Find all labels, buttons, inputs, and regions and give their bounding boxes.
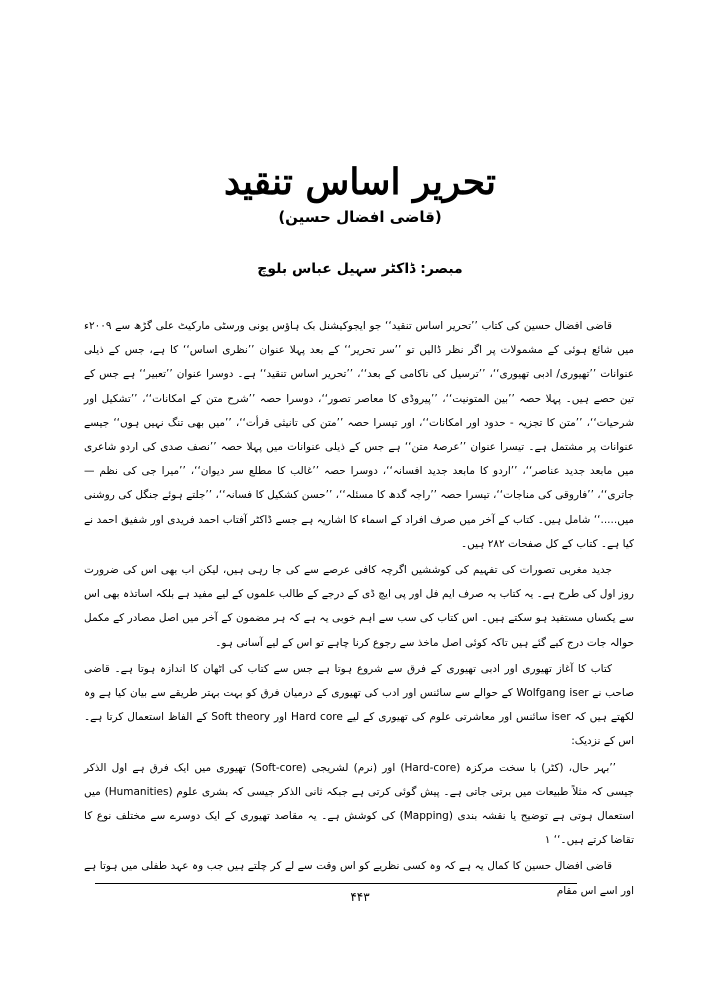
reviewer-line: مبصر: ڈاکٹر سہیل عباس بلوچ (257, 261, 463, 277)
paragraph: جدید مغربی تصورات کی تفہیم کی کوششیں اگرچہ کافی عرصے سے کی جا رہی ہیں، لیکن اب بھی اس کی ضرورت روز اول کی طرح ہے۔ یہ کتاب بہ صرف ایم فل اور پی ایچ ڈی کے درجے کے طالب علموں کے لیے مفید ہے بلکہ اساتذہ بھی اس سے یکساں مستفید ہو سکتے ہیں۔ اس کتاب کی سب سے اہم خوبی یہ ہے کہ ہر مضمون کے آخر میں اصل مصادر کے مکمل حوالہ جات درج کیے گئے ہیں تاکہ کوئی اصل ماخذ سے رجوع کرنا چاہے تو اس کے لیے آسانی ہو۔ (84, 564, 634, 649)
paragraph: قاضی افضال حسین کا کمال یہ ہے کہ وہ کسی نظریے کو اس وقت سے لے کر چلتے ہیں جب وہ عہد طفلی میں ہوتا ہے اور اسے اس مقام (84, 860, 634, 897)
review-body (84, 314, 634, 905)
page-number: ۴۴۳ (350, 890, 370, 904)
book-title: تحریر اساس تنقید (223, 161, 496, 203)
block-quote: ’’بہر حال، (کٹر) با سخت مرکزہ (Hard-core) اور (نرم) لشریجی (Soft-core) تھیوری میں ایک فرق ہے اول الذکر جیسی کہ مثلاً طبیعات میں برتی جاتی ہے۔ پیش گوئی کرتی ہے جبکہ ثانی الذکر جیسی کہ بشری علوم (Humanities) میں استعمال ہوتی ہے توضیح یا نقشہ بندی (Mapping) کی کوشش ہے۔ یہ مقاصد تھیوری کے ایک دوسرے سے مختلف نوع کا تقاضا کرتے ہیں۔‘‘ ۱ (84, 761, 634, 847)
footer-rule (95, 883, 577, 884)
paragraph: کتاب کا آغاز تھیوری اور ادبی تھیوری کے فرق سے شروع ہوتا ہے جس سے کتاب کی اٹھان کا اندازہ ہوتا ہے۔ قاضی صاحب نے Wolfgang iser کے حوالے سے سائنس اور ادب کی تھیوری کے درمیان فرق کو بہت بہتر طریقے سے بیان کیا ہے وہ لکھتے ہیں کہ iser سائنس اور معاشرتی علوم کی تھیوری کے لیے Hard core اور Soft theory کے الفاظ استعمال کرتا ہے۔ اس کے نزدیک: (84, 662, 634, 748)
author-line: (قاضی افضال حسین) (278, 208, 442, 226)
paragraph: قاضی افضال حسین کی کتاب ’’تحریر اساس تنقید‘‘ جو ایجوکیشنل بک ہاؤس یونی ورسٹی مارکیٹ علی گڑھ سے ۲۰۰۹ء میں شائع ہوئی کے مشمولات پر اگر نظر ڈالیں تو ’’سر تحریر‘‘ کے بعد پہلا عنوان ’’نظری اساس‘‘ کا ہے، جس کے ذیلی عنوانات ’’تھیوری/ ادبی تھیوری‘‘، ’’ترسیل کی ناکامی کے بعد‘‘، ’’تحریر اساس تنقید‘‘ ہے۔ دوسرا عنوان ’’تعبیر‘‘ ہے جس کے تین حصے ہیں۔ پہلا حصہ ’’بین المتونیت‘‘، ’’پیروڈی کا معاصر تصور‘‘، دوسرا حصہ ’’شرح متن کے امکانات‘‘، ’’تشکیل اور شرحیات‘‘، ’’متن کا تجزیہ - حدود اور امکانات‘‘، اور تیسرا حصہ ’’متن کی تانیثی قرأت‘‘، ’’میں بھی تنگ نہیں ہوں‘‘ جیسے عنوانات پر مشتمل ہے۔ تیسرا عنوان ’’عرصۂ متن‘‘ ہے جس کے ذیلی عنوانات میں پہلا حصہ ’’نصف صدی کی اردو شاعری میں مابعد جدید عناصر‘‘، ’’اردو کا مابعد جدید افسانہ‘‘، دوسرا حصہ ’’غالب کا مطلع سر دیوان‘‘، ’’میرا جی کی نظم — جاتری‘‘، ’’فاروقی کی مناجات‘‘، تیسرا حصہ ’’راجہ گدھ کا مسئلہ‘‘، ’’حسن کشکیل کا فسانہ‘‘، ’’جلتے ہوئے جنگل کی روشنی میں.....‘‘ شامل ہیں۔ کتاب کے آخر میں صرف افراد کے اسماء کا اشاریہ ہے جسے ڈاکٹر آفتاب احمد فریدی اور شفیق احمد نے کیا ہے۔ کتاب کے کل صفحات ۲۸۲ ہیں۔ (84, 320, 634, 550)
